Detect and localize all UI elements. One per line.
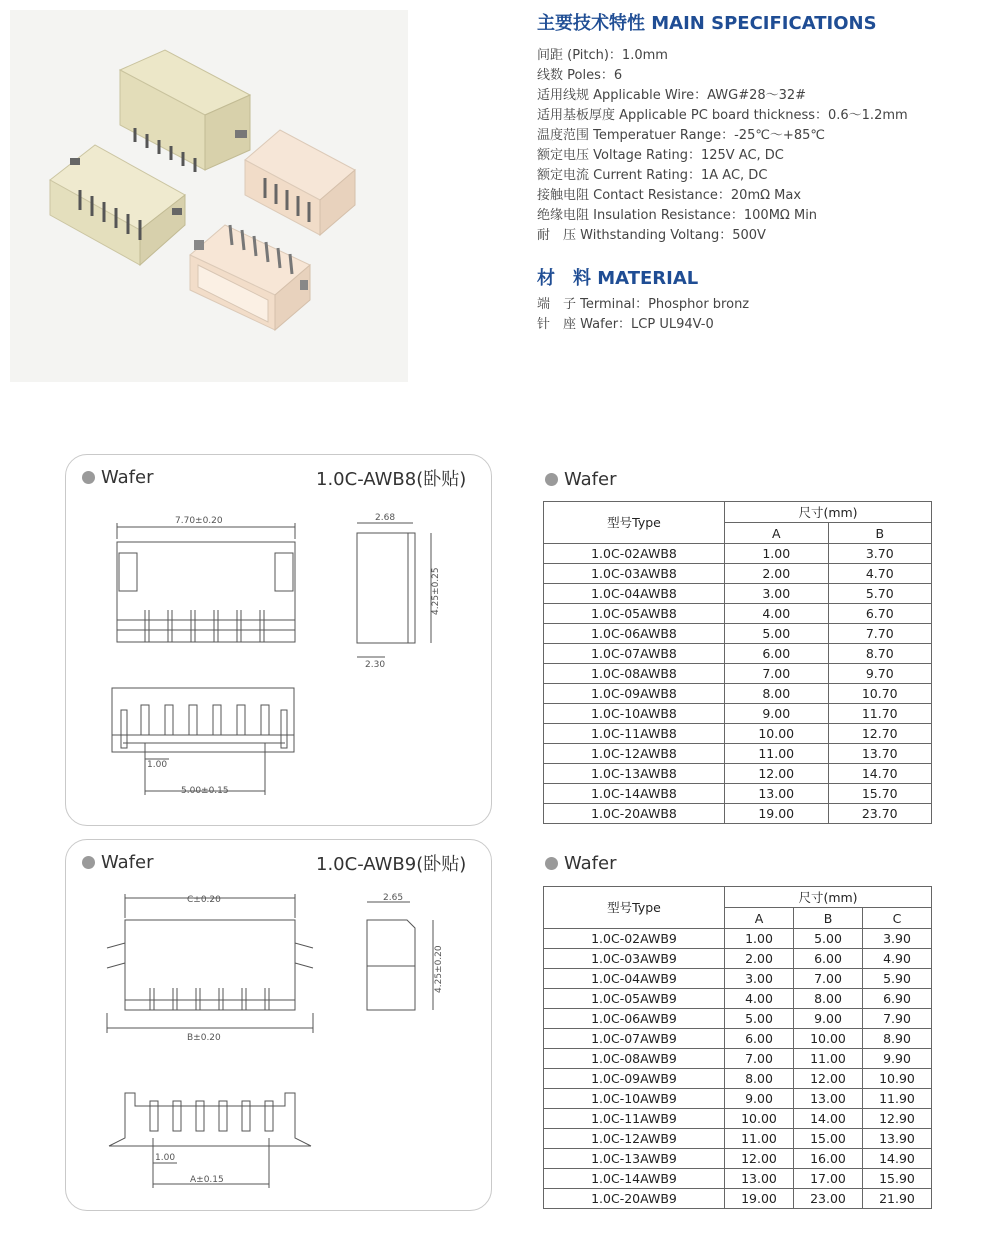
table-cell-value: 7.00 <box>725 1049 794 1069</box>
table-row <box>544 644 932 664</box>
table-cell-type: 1.0C-20AWB8 <box>544 804 725 824</box>
table-cell-type: 1.0C-11AWB9 <box>544 1109 725 1129</box>
table-cell-value: 11.70 <box>828 704 932 724</box>
table-cell-value: 13.00 <box>794 1089 863 1109</box>
table-cell-value: 3.70 <box>828 544 932 564</box>
specs-title: 主要技术特性 MAIN SPECIFICATIONS <box>537 13 877 34</box>
table-cell-value: 11.00 <box>794 1049 863 1069</box>
table-cell-value: 7.90 <box>863 1009 932 1029</box>
awb9-col-b: B <box>794 908 863 929</box>
table-cell-value: 8.00 <box>794 989 863 1009</box>
spec-contact-resistance: 接触电阻 Contact Resistance：20mΩ Max <box>537 188 802 203</box>
table-row <box>544 1189 932 1209</box>
spec-insulation-resistance: 绝缘电阻 Insulation Resistance：100MΩ Min <box>537 208 818 223</box>
table-cell-value: 4.90 <box>863 949 932 969</box>
table-cell-value: 6.00 <box>725 1029 794 1049</box>
table-cell-type: 1.0C-09AWB8 <box>544 684 725 704</box>
awb8-dim-pitch: 1.00 <box>147 760 168 770</box>
awb9-model: 1.0C-AWB9(卧贴) <box>316 854 467 875</box>
table-cell-type: 1.0C-10AWB8 <box>544 704 725 724</box>
awb9-table-body <box>544 929 932 1209</box>
table-row <box>544 624 932 644</box>
spec-withstanding-voltage: 耐 压 Withstanding Voltang：500V <box>537 228 766 243</box>
awb8-model: 1.0C-AWB8(卧贴) <box>316 469 467 490</box>
spec-pcb-thickness: 适用基板厚度 Applicable PC board thickness：0.6～1.2mm <box>537 108 908 123</box>
table-cell-type: 1.0C-03AWB9 <box>544 949 725 969</box>
table-row <box>544 949 932 969</box>
table-cell-value: 11.90 <box>863 1089 932 1109</box>
table-row <box>544 764 932 784</box>
table-cell-value: 13.00 <box>725 1169 794 1189</box>
awb9-col-type: 型号Type <box>544 887 725 929</box>
table-cell-value: 12.70 <box>828 724 932 744</box>
table-cell-value: 19.00 <box>725 1189 794 1209</box>
awb9-col-a: A <box>725 908 794 929</box>
table-cell-value: 13.00 <box>725 784 829 804</box>
awb9-dim-depth: 2.65 <box>383 893 404 903</box>
table-cell-type: 1.0C-07AWB8 <box>544 644 725 664</box>
table-row <box>544 684 932 704</box>
table-cell-value: 8.70 <box>828 644 932 664</box>
awb9-col-c: C <box>863 908 932 929</box>
table-row <box>544 1129 932 1149</box>
table-cell-value: 9.00 <box>794 1009 863 1029</box>
table-cell-value: 5.00 <box>725 1009 794 1029</box>
awb8-col-b: B <box>828 523 932 544</box>
specs-list <box>537 46 908 246</box>
awb9-dim-width: C±0.20 <box>187 895 221 905</box>
table-cell-type: 1.0C-06AWB8 <box>544 624 725 644</box>
table-cell-type: 1.0C-07AWB9 <box>544 1029 725 1049</box>
table-cell-value: 16.00 <box>794 1149 863 1169</box>
table-row <box>544 584 932 604</box>
awb9-table <box>543 886 932 1209</box>
table-cell-value: 7.00 <box>794 969 863 989</box>
table-cell-value: 1.00 <box>725 929 794 949</box>
table-cell-type: 1.0C-04AWB9 <box>544 969 725 989</box>
table-cell-type: 1.0C-11AWB8 <box>544 724 725 744</box>
awb8-col-type: 型号Type <box>544 502 725 544</box>
table-row <box>544 1089 932 1109</box>
table-cell-value: 10.00 <box>725 1109 794 1129</box>
table-cell-type: 1.0C-12AWB8 <box>544 744 725 764</box>
table-cell-value: 8.90 <box>863 1029 932 1049</box>
table-row <box>544 724 932 744</box>
table-cell-type: 1.0C-02AWB8 <box>544 544 725 564</box>
table-cell-type: 1.0C-03AWB8 <box>544 564 725 584</box>
table-row <box>544 544 932 564</box>
table-cell-value: 11.00 <box>725 744 829 764</box>
connector-render-3 <box>245 130 355 235</box>
awb8-dim-base: 2.30 <box>365 660 386 670</box>
table-cell-type: 1.0C-14AWB8 <box>544 784 725 804</box>
table-cell-value: 12.00 <box>725 1149 794 1169</box>
table-cell-value: 4.00 <box>725 989 794 1009</box>
awb8-dim-height: 4.25±0.25 <box>431 567 441 615</box>
awb9-table-label: Wafer <box>564 853 617 874</box>
table-cell-value: 9.00 <box>725 704 829 724</box>
awb9-panel-label: Wafer <box>101 852 154 873</box>
table-cell-value: 2.00 <box>725 949 794 969</box>
spec-wire: 适用线规 Applicable Wire：AWG#28～32# <box>537 88 807 103</box>
table-row <box>544 1029 932 1049</box>
table-row <box>544 1009 932 1029</box>
table-cell-value: 7.00 <box>725 664 829 684</box>
table-cell-value: 1.00 <box>725 544 829 564</box>
table-cell-type: 1.0C-08AWB8 <box>544 664 725 684</box>
table-cell-value: 10.70 <box>828 684 932 704</box>
table-cell-value: 9.00 <box>725 1089 794 1109</box>
table-cell-value: 19.00 <box>725 804 829 824</box>
table-cell-value: 3.00 <box>725 584 829 604</box>
table-cell-value: 23.70 <box>828 804 932 824</box>
table-cell-value: 17.00 <box>794 1169 863 1189</box>
table-row <box>544 989 932 1009</box>
table-cell-value: 15.70 <box>828 784 932 804</box>
table-row <box>544 804 932 824</box>
table-row <box>544 564 932 584</box>
table-row <box>544 929 932 949</box>
table-cell-value: 21.90 <box>863 1189 932 1209</box>
table-cell-value: 4.70 <box>828 564 932 584</box>
table-cell-value: 15.90 <box>863 1169 932 1189</box>
table-cell-value: 11.00 <box>725 1129 794 1149</box>
spec-current: 额定电流 Current Rating：1A AC, DC <box>537 168 768 183</box>
product-photo <box>10 10 408 382</box>
connector-illustration <box>10 10 408 382</box>
table-cell-value: 5.90 <box>863 969 932 989</box>
table-cell-type: 1.0C-05AWB9 <box>544 989 725 1009</box>
table-row <box>544 969 932 989</box>
spec-voltage: 额定电压 Voltage Rating：125V AC, DC <box>537 148 784 163</box>
awb8-table-heading <box>545 469 617 490</box>
table-cell-type: 1.0C-05AWB8 <box>544 604 725 624</box>
awb8-panel-label: Wafer <box>101 467 154 488</box>
awb9-dim-height: 4.25±0.20 <box>434 945 444 993</box>
material-wafer: 针 座 Wafer：LCP UL94V-0 <box>537 317 714 332</box>
connector-render-1 <box>120 50 250 172</box>
awb8-panel-heading <box>82 467 154 488</box>
material-terminal: 端 子 Terminal：Phosphor bronz <box>537 297 750 312</box>
table-row <box>544 1069 932 1089</box>
awb8-table-label: Wafer <box>564 469 617 490</box>
awb8-col-size: 尺寸(mm) <box>725 502 932 523</box>
awb9-table-heading <box>545 853 617 874</box>
awb8-col-a: A <box>725 523 829 544</box>
awb9-panel-heading <box>82 852 154 873</box>
table-cell-type: 1.0C-09AWB9 <box>544 1069 725 1089</box>
table-row <box>544 1109 932 1129</box>
table-cell-value: 14.70 <box>828 764 932 784</box>
bullet-icon <box>82 856 95 869</box>
bullet-icon <box>545 857 558 870</box>
table-cell-type: 1.0C-13AWB9 <box>544 1149 725 1169</box>
table-row <box>544 664 932 684</box>
table-cell-value: 13.90 <box>863 1129 932 1149</box>
table-row <box>544 1149 932 1169</box>
awb8-dim-width: 7.70±0.20 <box>175 516 223 526</box>
awb9-dim-span: A±0.15 <box>190 1175 224 1185</box>
table-cell-value: 10.90 <box>863 1069 932 1089</box>
table-cell-value: 12.00 <box>794 1069 863 1089</box>
table-cell-type: 1.0C-20AWB9 <box>544 1189 725 1209</box>
awb8-table-body <box>544 544 932 824</box>
connector-render-2 <box>50 145 185 265</box>
table-row <box>544 1169 932 1189</box>
table-row <box>544 604 932 624</box>
table-cell-value: 8.00 <box>725 684 829 704</box>
awb9-col-size: 尺寸(mm) <box>725 887 932 908</box>
table-cell-value: 10.00 <box>725 724 829 744</box>
table-cell-value: 3.00 <box>725 969 794 989</box>
table-cell-type: 1.0C-14AWB9 <box>544 1169 725 1189</box>
table-cell-value: 3.90 <box>863 929 932 949</box>
table-cell-value: 5.70 <box>828 584 932 604</box>
bullet-icon <box>545 473 558 486</box>
table-row <box>544 704 932 724</box>
table-cell-value: 23.00 <box>794 1189 863 1209</box>
table-cell-value: 7.70 <box>828 624 932 644</box>
table-row <box>544 1049 932 1069</box>
table-cell-type: 1.0C-13AWB8 <box>544 764 725 784</box>
spec-poles: 线数 Poles：6 <box>537 68 623 83</box>
awb9-dim-pitch: 1.00 <box>155 1153 176 1163</box>
table-cell-value: 9.70 <box>828 664 932 684</box>
table-cell-value: 5.00 <box>725 624 829 644</box>
awb9-dim-base: B±0.20 <box>187 1033 221 1043</box>
awb8-table <box>543 501 932 824</box>
table-cell-value: 14.00 <box>794 1109 863 1129</box>
table-cell-value: 14.90 <box>863 1149 932 1169</box>
bullet-icon <box>82 471 95 484</box>
table-cell-value: 6.00 <box>794 949 863 969</box>
table-cell-value: 13.70 <box>828 744 932 764</box>
connector-render-4 <box>190 225 310 330</box>
table-cell-value: 6.90 <box>863 989 932 1009</box>
awb9-drawing <box>95 888 485 1193</box>
table-cell-value: 9.90 <box>863 1049 932 1069</box>
table-cell-type: 1.0C-06AWB9 <box>544 1009 725 1029</box>
table-cell-value: 10.00 <box>794 1029 863 1049</box>
table-cell-value: 8.00 <box>725 1069 794 1089</box>
spec-pitch: 间距 (Pitch)：1.0mm <box>537 48 668 63</box>
table-row <box>544 784 932 804</box>
table-cell-value: 6.70 <box>828 604 932 624</box>
table-cell-type: 1.0C-10AWB9 <box>544 1089 725 1109</box>
table-cell-value: 12.90 <box>863 1109 932 1129</box>
awb8-drawing <box>95 505 485 805</box>
table-cell-value: 12.00 <box>725 764 829 784</box>
table-row <box>544 744 932 764</box>
table-cell-value: 5.00 <box>794 929 863 949</box>
table-cell-type: 1.0C-02AWB9 <box>544 929 725 949</box>
table-cell-type: 1.0C-04AWB8 <box>544 584 725 604</box>
spec-temperature: 温度范围 Temperatuer Range：-25℃～+85℃ <box>537 128 825 143</box>
awb8-dim-span: 5.00±0.15 <box>181 786 229 796</box>
material-list <box>537 295 749 335</box>
table-cell-value: 6.00 <box>725 644 829 664</box>
table-cell-type: 1.0C-08AWB9 <box>544 1049 725 1069</box>
table-cell-value: 2.00 <box>725 564 829 584</box>
material-title: 材 料 MATERIAL <box>537 268 699 289</box>
table-cell-value: 4.00 <box>725 604 829 624</box>
table-cell-value: 15.00 <box>794 1129 863 1149</box>
table-cell-type: 1.0C-12AWB9 <box>544 1129 725 1149</box>
awb8-dim-depth: 2.68 <box>375 513 396 523</box>
